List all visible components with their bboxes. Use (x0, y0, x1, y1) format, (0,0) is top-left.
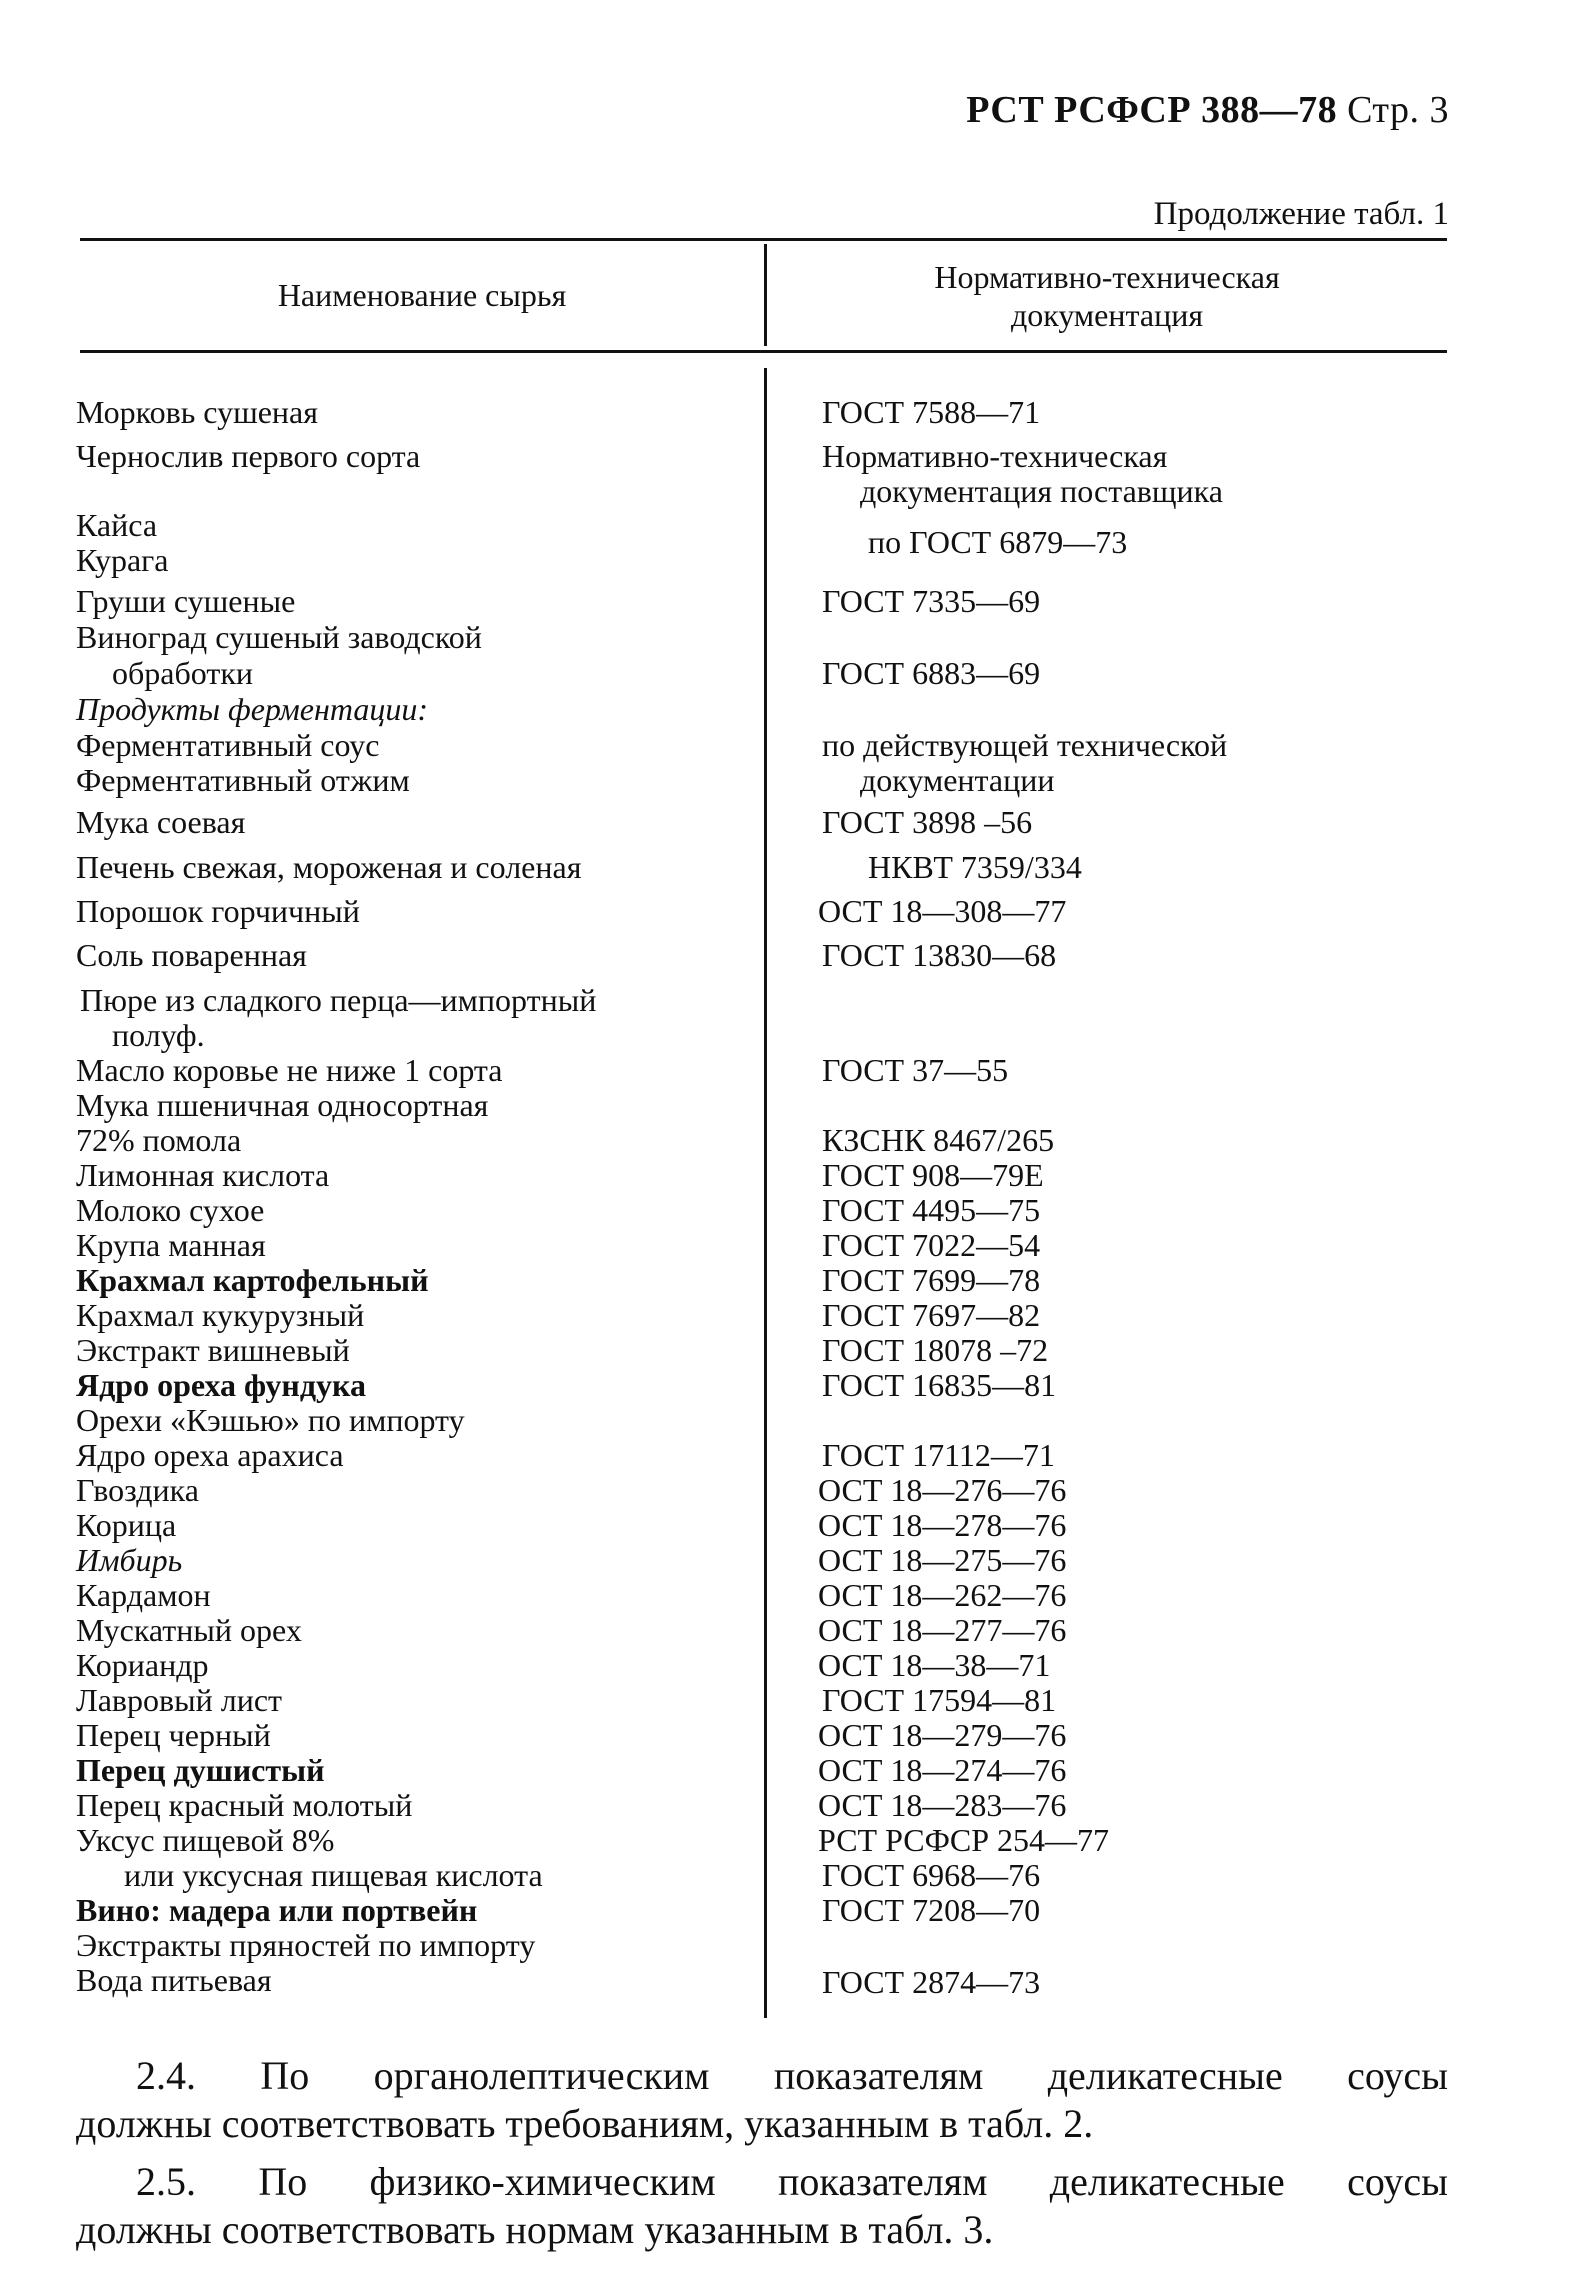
material-name: Кайса (76, 507, 158, 543)
material-name: Ферментативный соус (76, 727, 380, 763)
material-doc: ГОСТ 7208—70 (822, 1892, 1041, 1928)
material-name: 72% помола (76, 1122, 242, 1158)
material-name: Ядро ореха арахиса (76, 1437, 344, 1473)
material-doc: ГОСТ 7022—54 (822, 1227, 1041, 1263)
material-name: Ферментативный отжим (76, 762, 410, 798)
material-name: Мука пшеничная односортная (76, 1087, 489, 1123)
document-id: РСТ РСФСР 388—78 (966, 89, 1338, 131)
material-name: Гвоздика (76, 1472, 199, 1508)
material-name: Кориандр (76, 1647, 209, 1683)
material-name: Порошок горчичный (76, 893, 360, 929)
material-name: Лимонная кислота (76, 1157, 330, 1193)
material-name: Курага (76, 542, 169, 578)
material-name: обработки (112, 655, 253, 691)
material-name: Мука соевая (76, 804, 246, 840)
material-doc: ГОСТ 13830—68 (822, 937, 1057, 973)
material-name: Масло коровье не ниже 1 сорта (76, 1052, 503, 1088)
material-doc: ГОСТ 6883—69 (822, 655, 1041, 691)
material-name: Лавровый лист (76, 1682, 283, 1718)
material-name: Крупа манная (76, 1227, 266, 1263)
paragraph-line: 2.4. По органолептическим показателям деликатесные соусы (136, 2053, 1448, 2098)
material-name: Кардамон (76, 1577, 211, 1613)
material-name: или уксусная пищевая кислота (124, 1857, 543, 1893)
material-name: Перец красный молотый (76, 1787, 413, 1823)
material-name: Орехи «Кэшью» по импорту (76, 1402, 465, 1438)
material-doc: документации (860, 762, 1055, 798)
material-doc: по ГОСТ 6879—73 (868, 524, 1128, 560)
material-name: Пюре из сладкого перца—импортный (80, 982, 597, 1018)
material-doc: ГОСТ 7335—69 (822, 583, 1041, 619)
material-name: Вино: мадера или портвейн (76, 1892, 478, 1928)
page-number: Стр. 3 (1347, 89, 1449, 131)
material-doc: ОСТ 18—262—76 (818, 1577, 1067, 1613)
column-header-line: Нормативно-техническая (934, 259, 1280, 295)
material-name: Перец душистый (76, 1752, 325, 1788)
material-name: Печень свежая, мороженая и соленая (76, 849, 582, 885)
material-doc: ГОСТ 7588—71 (822, 394, 1041, 430)
paragraph-line: 2.5. По физико-химическим показателям деликатесные соусы (136, 2159, 1448, 2204)
material-doc: по действующей технической (822, 727, 1228, 763)
material-doc: ГОСТ 7697—82 (822, 1297, 1041, 1333)
material-name: Молоко сухое (76, 1192, 265, 1228)
table-top-rule (80, 238, 1447, 241)
material-doc: ГОСТ 18078 –72 (822, 1332, 1049, 1368)
page-header (966, 88, 1449, 132)
material-doc: ГОСТ 908—79Е (822, 1157, 1044, 1193)
material-doc: ОСТ 18—277—76 (818, 1612, 1067, 1648)
material-name: Груши сушеные (76, 583, 296, 619)
paragraph-line: должны соответствовать нормам указанным в табл. 3. (76, 2207, 994, 2252)
material-doc: ОСТ 18—279—76 (818, 1717, 1067, 1753)
material-name: Морковь сушеная (76, 394, 318, 430)
material-doc: ОСТ 18—308—77 (818, 893, 1067, 929)
paragraph-line: должны соответствовать требованиям, указанным в табл. 2. (76, 2101, 1094, 2146)
material-name: Экстракт вишневый (76, 1332, 350, 1368)
body-column-divider (764, 368, 767, 2018)
material-name: Ядро ореха фундука (76, 1367, 366, 1403)
material-doc: ГОСТ 17112—71 (822, 1437, 1055, 1473)
material-doc: ГОСТ 7699—78 (822, 1262, 1041, 1298)
column-header-documentation (767, 258, 1447, 334)
material-name: Имбирь (76, 1542, 183, 1578)
paragraph-2-4 (76, 2052, 1448, 2148)
material-doc: ГОСТ 37—55 (822, 1052, 1009, 1088)
material-doc: ОСТ 18—274—76 (818, 1752, 1067, 1788)
table-continuation-label: Продолжение табл. 1 (1153, 196, 1449, 232)
material-doc: ГОСТ 6968—76 (822, 1857, 1041, 1893)
material-name: Виноград сушеный заводской (76, 619, 482, 655)
material-doc: ГОСТ 17594—81 (822, 1682, 1057, 1718)
material-doc: НКВТ 7359/334 (868, 849, 1082, 885)
material-name: Крахмал картофельный (76, 1262, 429, 1298)
material-name: полуф. (112, 1017, 205, 1053)
material-doc: ГОСТ 4495—75 (822, 1192, 1041, 1228)
material-name: Уксус пищевой 8% (76, 1822, 335, 1858)
material-name: Крахмал кукурузный (76, 1297, 365, 1333)
column-header-material: Наименование сырья (277, 277, 567, 313)
material-doc: ОСТ 18—276—76 (818, 1472, 1067, 1508)
material-name: Вода питьевая (76, 1962, 272, 1998)
paragraph-2-5 (76, 2158, 1448, 2254)
material-name: Перец черный (76, 1717, 271, 1753)
material-name: Соль поваренная (76, 937, 307, 973)
column-header-line: документация (1010, 297, 1204, 333)
material-name: Экстракты пряностей по импорту (76, 1927, 536, 1963)
material-doc: документация поставщика (860, 473, 1223, 509)
material-doc: ГОСТ 2874—73 (822, 1964, 1041, 2000)
material-doc: ОСТ 18—283—76 (818, 1787, 1067, 1823)
material-doc: РСТ РСФСР 254—77 (818, 1822, 1110, 1858)
material-doc: КЗСНК 8467/265 (822, 1122, 1055, 1158)
material-name: Корица (76, 1507, 177, 1543)
material-name: Мускатный орех (76, 1612, 302, 1648)
material-name: Чернослив первого сорта (76, 438, 421, 474)
material-doc: ОСТ 18—38—71 (818, 1647, 1051, 1683)
material-doc: ОСТ 18—275—76 (818, 1542, 1067, 1578)
material-doc: ГОСТ 16835—81 (822, 1367, 1057, 1403)
material-doc: ГОСТ 3898 –56 (822, 804, 1033, 840)
material-name: Продукты ферментации: (76, 691, 428, 727)
header-bottom-rule (80, 350, 1447, 353)
material-doc: Нормативно-техническая (822, 438, 1168, 474)
material-doc: ОСТ 18—278—76 (818, 1507, 1067, 1543)
